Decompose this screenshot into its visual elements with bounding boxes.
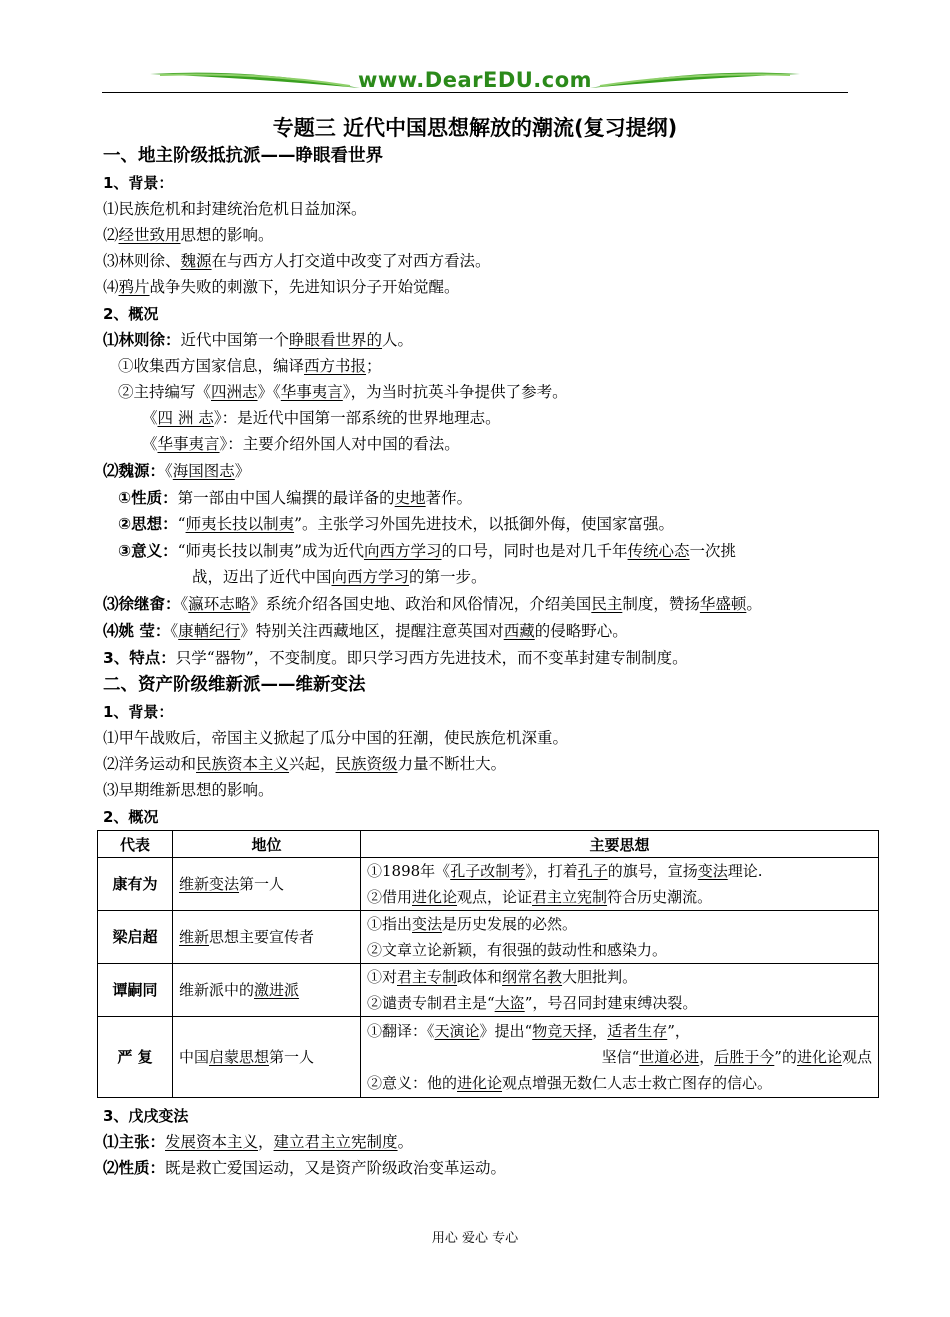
rep-position: 维新派中的激进派 xyxy=(173,964,361,1017)
table-row xyxy=(98,964,879,1017)
site-banner xyxy=(100,62,850,96)
header-rule xyxy=(102,92,848,93)
text-line: 《四 洲 志》：是近代中国第一部系统的世界地理志。 xyxy=(142,409,501,427)
text-line: ⑴甲午战败后，帝国主义掀起了瓜分中国的狂潮，使民族危机深重。 xyxy=(103,729,569,747)
reformers-table xyxy=(97,830,879,1098)
site-logo[interactable]: www.DearEDU.com xyxy=(357,68,593,92)
text-line: 战，迈出了近代中国向西方学习的第一步。 xyxy=(192,568,487,586)
subheading: 2、概况 xyxy=(103,305,159,323)
section-heading: 二、资产阶级维新派——维新变法 xyxy=(103,675,366,695)
text-line: 3、特点：只学“器物”，不变制度。即只学习西方先进技术，而不变革封建专制制度。 xyxy=(103,649,688,667)
text-line: ⑵性质：既是救亡爱国运动，又是资产阶级政治变革运动。 xyxy=(103,1159,507,1177)
table-row xyxy=(98,858,879,911)
page-title: 专题三 近代中国思想解放的潮流(复习提纲) xyxy=(272,116,678,140)
text-line: 《华事夷言》：主要介绍外国人对中国的看法。 xyxy=(142,435,460,453)
table-header: 主要思想 xyxy=(361,831,879,858)
text-line: ⑶林则徐、魏源在与西方人打交道中改变了对西方看法。 xyxy=(103,252,491,270)
rep-name: 梁启超 xyxy=(98,911,173,964)
rep-ideas: ①翻译：《天演论》提出“物竞天择，适者生存”， 坚信“世道必进，后胜于今”的进化论观点 ②意义：他的进化论观点增强无数仁人志士救亡图存的信心。 xyxy=(361,1017,879,1098)
page-footer: 用心 爱心 专心 xyxy=(431,1231,519,1246)
rep-position: 中国启蒙思想第一人 xyxy=(173,1017,361,1098)
rep-name: 谭嗣同 xyxy=(98,964,173,1017)
table-row xyxy=(98,1017,879,1098)
subheading: 1、背景： xyxy=(103,174,174,192)
text-line: ②主持编写《四洲志》《华事夷言》，为当时抗英斗争提供了参考。 xyxy=(118,383,568,401)
table-header-row xyxy=(98,831,879,858)
section-heading: 一、地主阶级抵抗派——睁眼看世界 xyxy=(103,146,383,166)
rep-ideas: ①1898年《孔子改制考》，打着孔子的旗号，宣扬变法理论. ②借用进化论观点，论证君主立宪制符合历史潮流。 xyxy=(361,858,879,911)
text-line: ⑵经世致用思想的影响。 xyxy=(103,226,274,244)
rep-ideas: ①对君主专制政体和纲常名教大胆批判。 ②谴责专制君主是“大盗”，号召同封建束缚决裂。 xyxy=(361,964,879,1017)
rep-position: 维新思想主要宣传者 xyxy=(173,911,361,964)
text-line: ③意义：“师夷长技以制夷”成为近代向西方学习的口号，同时也是对几千年传统心态一次挑 xyxy=(118,542,737,560)
table-header: 代表 xyxy=(98,831,173,858)
subheading: 2、概况 xyxy=(103,808,159,826)
table-header: 地位 xyxy=(173,831,361,858)
text-line: ⑷姚 莹：《康輶纪行》特别关注西藏地区，提醒注意英国对西藏的侵略野心。 xyxy=(103,622,628,640)
rep-name: 康有为 xyxy=(98,858,173,911)
text-line: ⑶早期维新思想的影响。 xyxy=(103,781,274,799)
rep-name: 严 复 xyxy=(98,1017,173,1098)
text-line: ⑵洋务运动和民族资本主义兴起，民族资级力量不断壮大。 xyxy=(103,755,507,773)
text-line: ⑴主张：发展资本主义，建立君主立宪制度。 xyxy=(103,1133,414,1151)
table-row xyxy=(98,911,879,964)
text-line: ⑴林则徐：近代中国第一个睁眼看世界的人。 xyxy=(103,331,414,349)
text-line: ②思想：“师夷长技以制夷”。主张学习外国先进技术，以抵御外侮，使国家富强。 xyxy=(118,515,675,533)
text-line: ①收集西方国家信息，编译西方书报； xyxy=(118,357,382,375)
subheading: 1、背景： xyxy=(103,703,174,721)
text-line: ⑶徐继畬：《瀛环志略》系统介绍各国史地、政治和风俗情况，介绍美国民主制度，赞扬华盛顿。 xyxy=(103,595,762,613)
subheading: 3、戊戌变法 xyxy=(103,1107,189,1125)
text-line: ⑷鸦片战争失败的刺激下，先进知识分子开始觉醒。 xyxy=(103,278,460,296)
text-line: ①性质：第一部由中国人编撰的最详备的史地著作。 xyxy=(118,489,473,507)
rep-ideas: ①指出变法是历史发展的必然。 ②文章立论新颖，有很强的鼓动性和感染力。 xyxy=(361,911,879,964)
text-line: ⑴民族危机和封建统治危机日益加深。 xyxy=(103,200,367,218)
text-line: ⑵魏源：《海国图志》 xyxy=(103,462,251,480)
rep-position: 维新变法第一人 xyxy=(173,858,361,911)
